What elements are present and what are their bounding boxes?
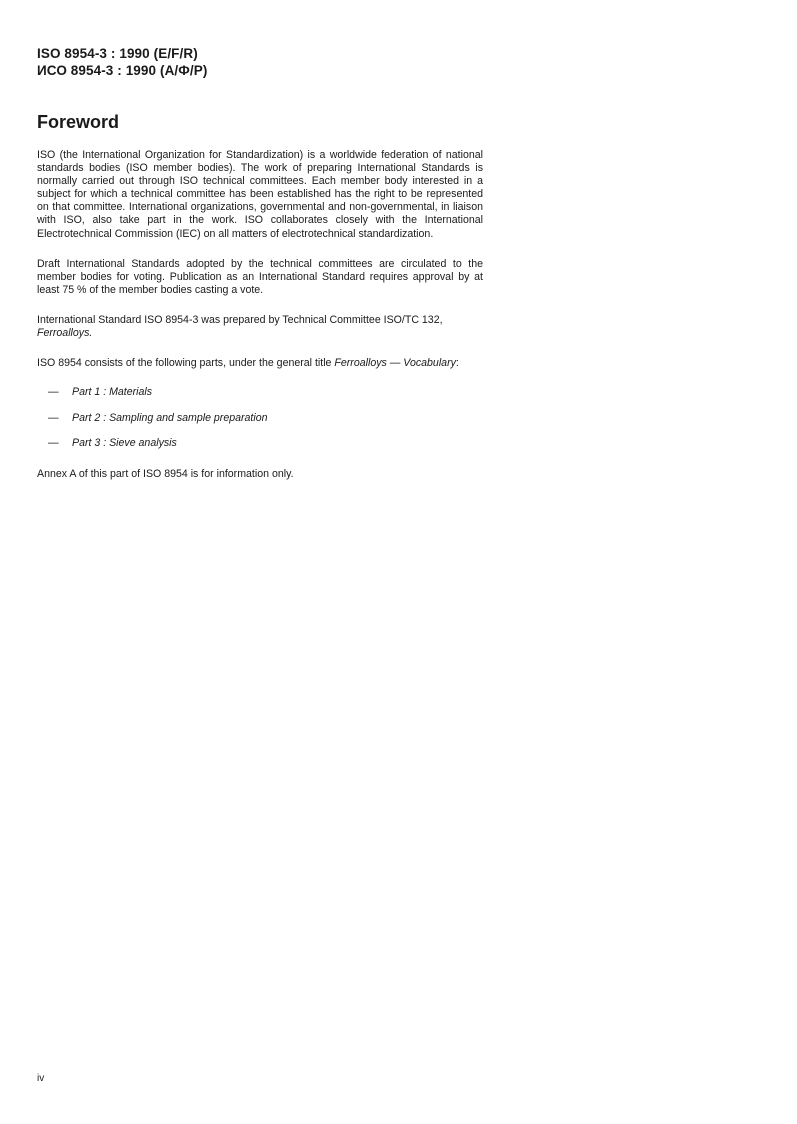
list-dash: — bbox=[48, 437, 59, 450]
page-number: iv bbox=[37, 1073, 45, 1084]
prepared-by-text: International Standard ISO 8954-3 was prepared by Technical Committee ISO/TC 132, bbox=[37, 313, 443, 326]
foreword-body bbox=[37, 149, 483, 481]
paragraph-annex-note: Annex A of this part of ISO 8954 is for information only. bbox=[37, 467, 294, 480]
list-item bbox=[37, 412, 483, 425]
paragraph-iso-overview: ISO (the International Organization for Standardization) is a worldwide federation of national standards bodies (ISO member bodies). The work of preparing International Standards is normally carried out through ISO technical committees. Each member body interested in a subject for which a technical committee has been established has the right to be represented on that committee. International organizations, governmental and non-governmental, in liaison with ISO, also take part in the work. ISO collaborates closely with the International Electrotechnical Commission (IEC) on all matters of electrotechnical standardization. bbox=[37, 149, 483, 240]
parts-intro-text: ISO 8954 consists of the following parts, under the general title bbox=[37, 357, 332, 370]
committee-name: Ferroalloys. bbox=[37, 327, 93, 340]
list-item bbox=[37, 437, 483, 450]
list-dash: — bbox=[48, 386, 59, 399]
paragraph-parts-intro bbox=[37, 357, 483, 370]
document-header bbox=[37, 45, 207, 79]
part-label: Part 2 : Sampling and sample preparation bbox=[72, 411, 268, 424]
list-item bbox=[37, 386, 483, 399]
standard-reference-cyrillic: ИСО 8954-3 : 1990 (А/Ф/Р) bbox=[37, 63, 208, 78]
parts-list bbox=[37, 386, 483, 450]
paragraph-prepared-by bbox=[37, 314, 483, 340]
list-dash: — bbox=[48, 411, 59, 424]
page-title: Foreword bbox=[37, 112, 120, 132]
paragraph-draft-standards: Draft International Standards adopted by the technical committees are circulated to the member bodies for voting. Publication as an International Standard requires approval by at least 75 % of the member bodies casting a vote. bbox=[37, 257, 483, 296]
parts-intro-colon: : bbox=[455, 357, 459, 370]
part-label: Part 1 : Materials bbox=[72, 386, 153, 399]
general-title: Ferroalloys — Vocabulary bbox=[334, 357, 456, 370]
part-label: Part 3 : Sieve analysis bbox=[72, 437, 177, 450]
standard-reference-latin: ISO 8954-3 : 1990 (E/F/R) bbox=[37, 46, 198, 61]
